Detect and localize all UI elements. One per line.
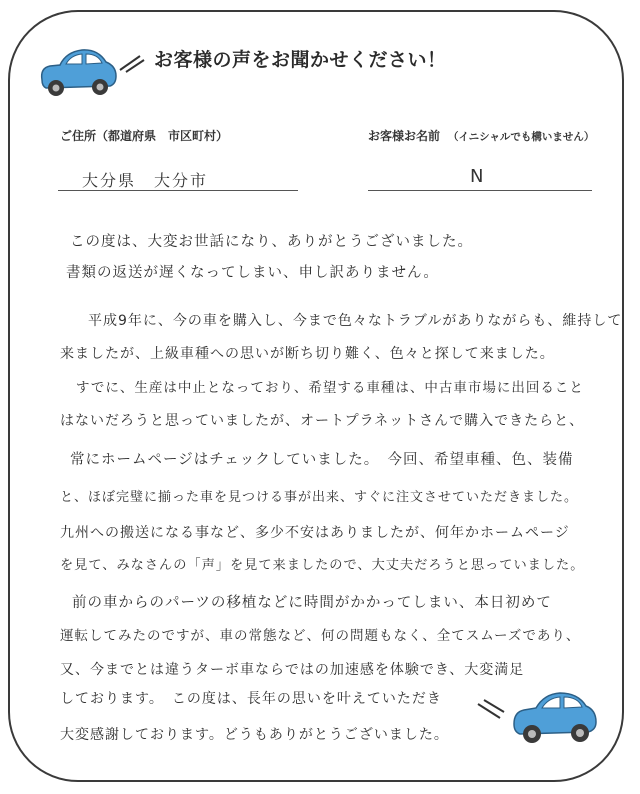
speed-lines-icon (476, 698, 506, 724)
car-icon (506, 686, 602, 748)
message-line: はないだろうと思っていましたが、オートプラネットさんで購入できたらと、 (60, 413, 585, 429)
message-line: 書類の返送が遅くなってしまい、申し訳ありません。 (66, 265, 439, 281)
message-line: 平成9年に、今の車を購入し、今まで色々なトラブルがありながらも、維持して (88, 313, 623, 329)
message-line: しております。 この度は、長年の思いを叶えていただき (60, 691, 442, 707)
name-label-note: （イニシャルでも構いません） (448, 131, 595, 143)
message-line: 常にホームページはチェックしていました。 今回、希望車種、色、装備 (70, 452, 574, 468)
message-line: 九州への搬送になる事など、多少不安はありましたが、何年かホームページ (60, 525, 570, 541)
message-line: 来ましたが、上級車種への思いが断ち切り難く、色々と探して来ました。 (60, 346, 555, 362)
name-label (368, 127, 594, 144)
speed-lines-icon (118, 52, 146, 74)
address-underline (58, 190, 298, 191)
name-underline (368, 190, 592, 191)
message-line: 運転してみたのですが、車の常態など、何の問題もなく、全てスムーズであり、 (60, 628, 581, 644)
address-label: ご住所（都道府県 市区町村） (60, 129, 229, 143)
message-line: と、ほぼ完璧に揃った車を見つける事が出来、すぐに注文させていただきました。 (60, 490, 579, 505)
message-line: 又、今までとは違うターボ車ならではの加速感を体験でき、大変満足 (60, 662, 525, 678)
name-value: N (470, 166, 484, 187)
message-line: を見て、みなさんの「声」を見て来ましたので、大丈夫だろうと思っていました。 (60, 558, 585, 573)
address-value: 大分県 大分市 (82, 171, 209, 190)
car-icon (36, 44, 120, 100)
message-line: すでに、生産は中止となっており、希望する車種は、中古車市場に出回ること (76, 380, 584, 396)
message-line: 前の車からのパーツの移植などに時間がかかってしまい、本日初めて (72, 595, 552, 611)
message-line: この度は、大変お世話になり、ありがとうございました。 (70, 234, 473, 250)
message-line: 大変感謝しております。どうもありがとうございました。 (60, 727, 449, 743)
page-title: お客様の声をお聞かせください！ (154, 49, 447, 71)
name-label-text: お客様お名前 (368, 129, 441, 143)
